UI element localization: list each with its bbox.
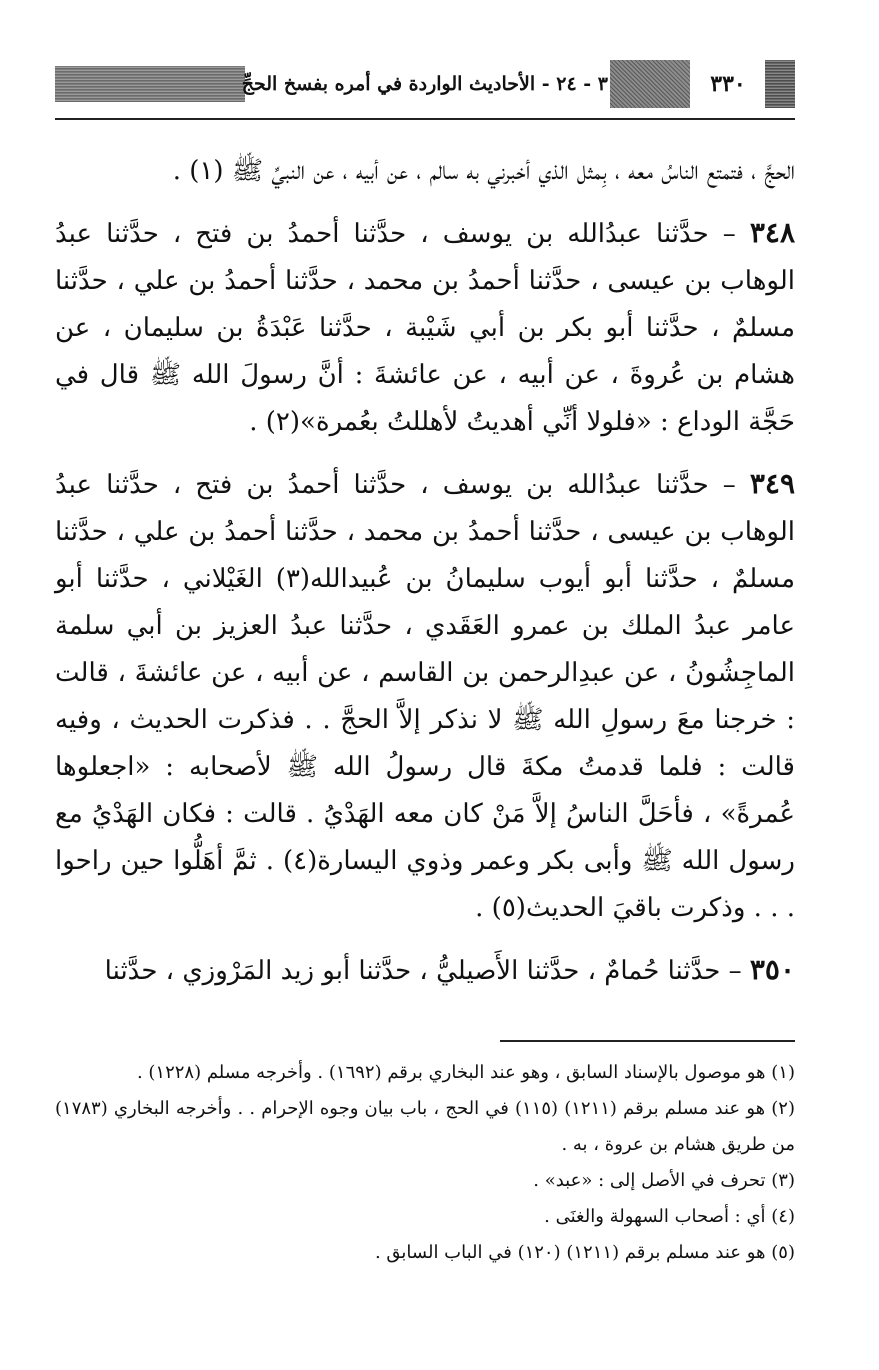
- hadith-paragraph: [55, 946, 795, 995]
- header-decorative-block: [765, 60, 795, 108]
- paragraph-text: الحجَّ ، فتمتع الناسُ معه ، بِمثل الذي أخبرني به سالم ، عن أبيه ، عن النبيِّ ﷺ (١) .: [172, 156, 795, 186]
- footnote: (٥) هو عند مسلم برقم (١٢١١) (١٢٠) في الباب السابق .: [374, 1242, 795, 1263]
- hadith-text: – حدَّثنا حُمامٌ ، حدَّثنا الأَصيليُّ ، حدَّثنا أبو زيد المَرْوزي ، حدَّثنا: [104, 956, 750, 986]
- hadith-text: – حدَّثنا عبدُالله بن يوسف ، حدَّثنا أحمدُ بن فتح ، حدَّثنا عبدُ الوهاب بن عيسى ، حدَّثنا أحمدُ بن محمد ، حدَّثنا أحمدُ بن علي ، حدَّثنا مسلمٌ ، حدَّثنا أبو أيوب سليمانُ بن عُبيدالله(٣) الغَيْلاني ، حدَّثنا أبو عامر عبدُ الملك بن عمرو العَقَدي ، حدَّثنا عبدُ العزيز بن أبي سلمة الماجِشُونُ ، عن عبدِالرحمن بن القاسم ، عن أبيه ، عن عائشةَ ، قالت : خرجنا معَ رسولِ الله ﷺ لا نذكر إلاَّ الحجَّ . . فذكرت الحديث ، وفيه قالت : فلما قدمتُ مكةَ قال رسولُ الله ﷺ لأصحابه : «اجعلوها عُمرةً» ، فأحَلَّ الناسُ إلاَّ مَنْ كان معه الهَدْيُ . قالت : فكان الهَدْيُ مع رسول الله ﷺ وأبى بكر وعمر وذوي اليسارة(٤) . ثمَّ أهَلُّوا حين راحوا . . . وذكرت باقيَ الحديث(٥) .: [55, 470, 796, 923]
- header-rule: [55, 118, 795, 120]
- hadith-paragraph: [55, 209, 795, 446]
- hadith-text: – حدَّثنا عبدُالله بن يوسف ، حدَّثنا أحمدُ بن فتح ، حدَّثنا عبدُ الوهاب بن عيسى ، حدَّثنا أحمدُ بن محمد ، حدَّثنا أحمدُ بن علي ، حدَّثنا مسلمٌ ، حدَّثنا أبو بكر بن أبي شَيْبة ، حدَّثنا عَبْدَةُ بن سليمان ، عن هشام بن عُروةَ ، عن أبيه ، عن عائشةَ : أنَّ رسولَ الله ﷺ قال في حَجَّة الوداع : «فلولا أنِّي أهديتُ لأهللتُ بعُمرة»(٢) .: [55, 219, 795, 437]
- footnotes: [55, 1055, 795, 1271]
- footnote: (٢) هو عند مسلم برقم (١٢١١) (١١٥) في الحج ، باب بيان وجوه الإحرام . . وأخرجه البخاري (١٧٨٣) من طريق هشام بن عروة ، به .: [55, 1098, 795, 1155]
- chapter-title: ٣ - ٢٤ - الأحاديث الواردة في أمره بفسخ الحجِّ: [241, 73, 608, 95]
- header-decorative-bar: [55, 66, 245, 102]
- hadith-number: ٣٥٠: [749, 953, 795, 986]
- hadith-number: ٣٤٨: [749, 216, 795, 249]
- footnote-separator: [500, 1040, 795, 1042]
- footnote: (٣) تحرف في الأصل إلى : «عبد» .: [533, 1170, 795, 1191]
- hadith-paragraph: [55, 460, 795, 932]
- hadith-number: ٣٤٩: [749, 467, 795, 500]
- page-number: ٣٣٠: [710, 71, 746, 97]
- footnote: (١) هو موصول بالإسناد السابق ، وهو عند البخاري برقم (١٦٩٢) . وأخرجه مسلم (١٢٢٨) .: [136, 1062, 795, 1083]
- page-header: [55, 60, 795, 108]
- header-decorative-block: [610, 60, 690, 108]
- paragraph: [55, 148, 795, 195]
- main-text: [55, 148, 795, 1009]
- footnote: (٤) أي : أصحاب السهولة والغنَى .: [544, 1206, 795, 1227]
